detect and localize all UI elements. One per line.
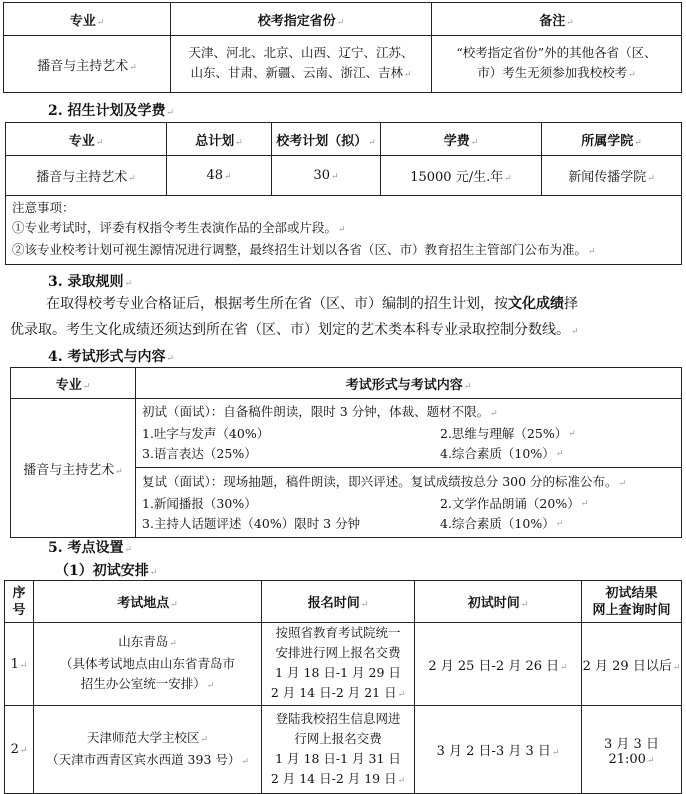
exam-major: 播音与主持艺术↵	[11, 399, 136, 538]
exam-col-content: 考试形式与考试内容↵	[136, 368, 682, 399]
site-col-location: 考试地点↵	[34, 581, 262, 623]
province-table	[3, 2, 682, 93]
row-exam-time: 3 月 2 日-3 月 3 日↵	[415, 706, 582, 794]
plan-school: 30↵	[272, 156, 381, 196]
row-reg-time: 按照省教育考试院统一 安排进行网上报名交费 1 月 18 日-1 月 29 日 2 月 14 日-2 月 21 日↵	[262, 623, 415, 706]
col-remark: 备注↵	[432, 3, 682, 36]
section-title-admission: 3. 录取规则↵	[48, 274, 133, 290]
exam-col-major: 专业↵	[11, 368, 136, 399]
initial-exam-content: 初试（面试）：自备稿件朗读，限时 3 分钟，体裁、题材不限。↵ 1.吐字与发声（40%） 2.思维与理解（25%） ↵ 3.语言表达（25%） 4.综合素质（10%） ↵	[136, 399, 682, 468]
site-col-reg: 报名时间↵	[262, 581, 415, 623]
exam-form-table	[10, 367, 682, 538]
col-provinces: 校考指定省份↵	[171, 3, 432, 36]
plan-total: 48↵	[167, 156, 272, 196]
site-col-result: 初试结果 网上查询时间	[582, 581, 682, 623]
plan-col-fee: 学费↵	[381, 123, 542, 156]
admission-text: 在取得校考专业合格证后，根据考生所在省（区、市）编制的招生计划，按文化成绩择 优录取。考生文化成绩还须达到所在省（区、市）划定的艺术类本科专业录取控制分数线。↵	[10, 296, 579, 338]
site-col-exam: 初试时间↵	[415, 581, 582, 623]
plan-table	[5, 122, 682, 265]
subtitle-initial-arrangement: （1）初试安排↵	[55, 563, 158, 579]
plan-notes: 注意事项： ①专业考试时，评委有权指令考生表演作品的全部或片段。↵ ②该专业校考计划可视生源情况进行调整，最终招生计划以各省（区、市）教育招生主管部门公布为准。↵	[6, 196, 682, 265]
remark-cell: “校考指定省份”外的其他各省（区、 市）考生无须参加我校校考↵	[432, 36, 682, 93]
section-title-exam-form: 4. 考试形式与内容↵	[48, 349, 175, 365]
row-result-time: 2 月 29 日以后↵	[582, 623, 682, 706]
table-row	[5, 706, 682, 794]
plan-fee: 15000 元/生.年↵	[381, 156, 542, 196]
major-cell: 播音与主持艺术↵	[4, 36, 171, 93]
plan-college: 新闻传播学院↵	[542, 156, 682, 196]
provinces-cell: 天津、河北、北京、山西、辽宁、江苏、 山东、甘肃、新疆、云南、浙江、吉林↵	[171, 36, 432, 93]
plan-major: 播音与主持艺术↵	[6, 156, 167, 196]
row-location: 山东青岛↵ （具体考试地点由山东省青岛市 招生办公室统一安排）↵	[34, 623, 262, 706]
row-reg-time: 登陆我校招生信息网进 行网上报名交费 1 月 18 日-1 月 31 日 2 月 14 日-2 月 19 日↵	[262, 706, 415, 794]
plan-col-major: 专业↵	[6, 123, 167, 156]
retest-exam-content: 复试（面试）：现场抽题，稿件朗读，即兴评述。复试成绩按总分 300 分的标准公布。↵ 1.新闻播报（30%） 2.文学作品朗诵（20%） ↵ 3.主持人话题评述（40%）限时 3 分钟 4.综合素质（10%） ↵	[136, 468, 682, 538]
table-row	[5, 623, 682, 706]
row-location: 天津师范大学主校区↵ （天津市西青区宾水西道 393 号）↵	[34, 706, 262, 794]
row-seq: 2↵	[5, 706, 34, 794]
section-title-test-sites: 5. 考点设置↵	[48, 540, 133, 556]
site-col-seq: 序 号	[5, 581, 34, 623]
col-major: 专业↵	[4, 3, 171, 36]
row-seq: 1↵	[5, 623, 34, 706]
initial-arrangement-table	[4, 580, 682, 794]
row-exam-time: 2 月 25 日-2 月 26 日↵	[415, 623, 582, 706]
plan-col-total: 总计划↵	[167, 123, 272, 156]
plan-col-college: 所属学院↵	[542, 123, 682, 156]
row-result-time: 3 月 3 日 21:00↵	[582, 706, 682, 794]
plan-col-school: 校考计划（拟）↵	[272, 123, 381, 156]
section-title-plan: 2. 招生计划及学费↵	[48, 103, 175, 119]
